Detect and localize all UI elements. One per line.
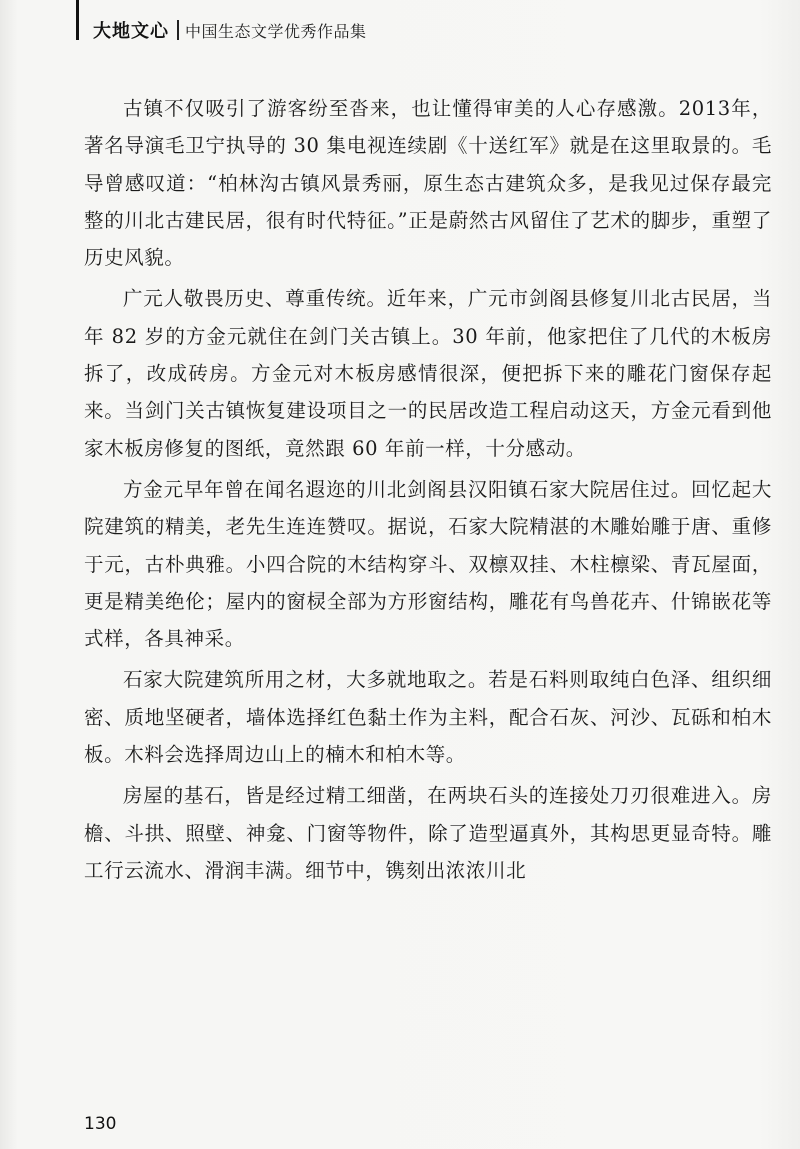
paragraph-3: 方金元早年曾在闻名遐迩的川北剑阁县汉阳镇石家大院居住过。回忆起大院建筑的精美，老先生连连赞叹。据说，石家大院精湛的木雕始雕于唐、重修于元，古朴典雅。小四合院的木结构穿斗、双檩双挂、木柱檩梁、青瓦屋面，更是精美绝伦；屋内的窗棂全部为方形窗结构，雕花有鸟兽花卉、什锦嵌花等式样，各具神采。: [84, 477, 772, 651]
margin-rule: [76, 0, 79, 40]
paragraph-2: 广元人敬畏历史、尊重传统。近年来，广元市剑阁县修复川北古民居，当年 82 岁的方金元就住在剑门关古镇上。30 年前，他家把住了几代的木板房拆了，改成砖房。方金元对木板房感情很深，便把拆下来的雕花门窗保存起来。当剑门关古镇恢复建设项目之一的民居改造工程启动这天，方金元看到他家木板房修复的图纸，竟然跟 60 年前一样，十分感动。: [84, 287, 772, 460]
body-text: [84, 90, 772, 889]
paragraph-1: 古镇不仅吸引了游客纷至沓来，也让懂得审美的人心存感激。2013年，著名导演毛卫宁执导的 30 集电视连续剧《十送红军》就是在这里取景的。毛导曾感叹道：“柏林沟古镇风景秀丽，原生态古建筑众多，是我见过保存最完整的川北古建民居，很有时代特征。”正是蔚然古风留住了艺术的脚步，重塑了历史风貌。: [84, 97, 772, 270]
header-brand: 大地文心: [93, 21, 169, 42]
paragraph-5: 房屋的基石，皆是经过精工细凿，在两块石头的连接处刀刃很难进入。房檐、斗拱、照壁、神龛、门窗等物件，除了造型逼真外，其构思更显奇特。雕工行云流水、滑润丰满。细节中，镌刻出浓浓川北: [84, 784, 772, 882]
running-header: [93, 16, 367, 44]
page-number: 130: [84, 1114, 117, 1134]
paragraph-4: 石家大院建筑所用之材，大多就地取之。若是石料则取纯白色泽、组织细密、质地坚硬者，墙体选择红色黏土作为主料，配合石灰、河沙、瓦砾和柏木板。木料会选择周边山上的楠木和柏木等。: [84, 668, 772, 767]
header-series-title: 中国生态文学优秀作品集: [185, 21, 367, 41]
header-divider: [177, 20, 179, 40]
